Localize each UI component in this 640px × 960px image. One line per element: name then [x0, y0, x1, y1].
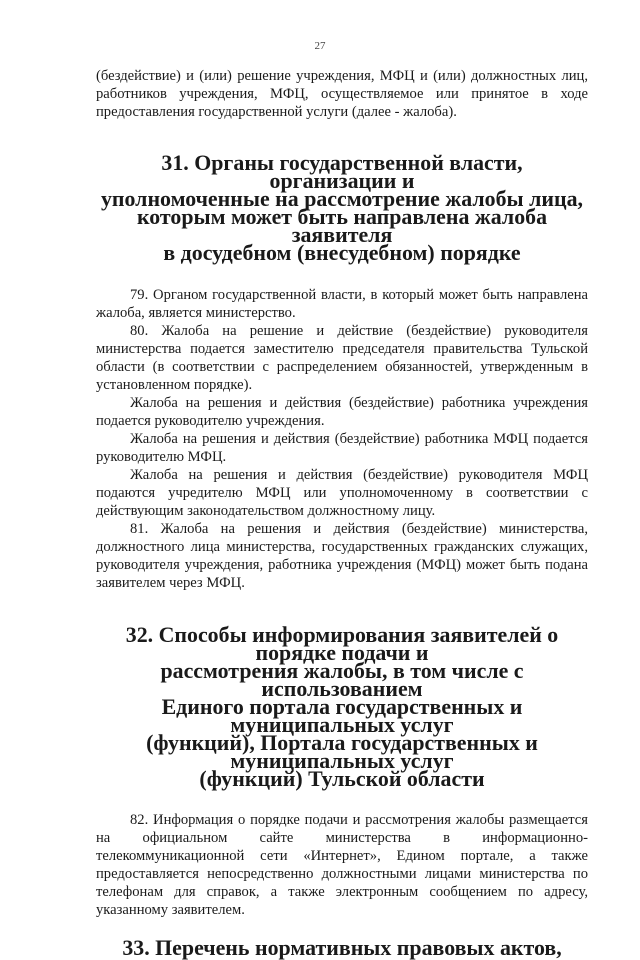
page-number: 27 [314, 40, 326, 52]
intro-paragraph: (бездействие) и (или) решение учреждения, МФЦ и (или) должностных лиц, работников учреждения, МФЦ, осуществляемое или принятое в ходе предоставления государственной услуги (далее - жалоба). [96, 68, 588, 120]
paragraph-80: 80. Жалоба на решение и действие (бездействие) руководителя министерства подается заместителю председателя правительства Тульской области (в соответствии с распределением обязанностей, утвержденным в установленном порядке). [96, 323, 588, 393]
heading-line: в досудебном (внесудебном) порядке [163, 240, 521, 265]
heading-line: (функций) Тульской области [199, 766, 485, 791]
paragraph-79: 79. Органом государственной власти, в который может быть направлена жалоба, является министерство. [96, 287, 588, 321]
paragraph-82: 82. Информация о порядке подачи и рассмотрения жалобы размещается на официальном сайте министерства в информационно-телекоммуникационной сети «Интернет», Едином портале, а также предоставляется непосредственно должностными лицами министерства по телефонам для справок, а также электронным сообщением по адресу, указанному заявителем. [96, 812, 588, 918]
document-body [96, 67, 588, 960]
heading-line: 31. Органы государственной власти, организации и [161, 150, 523, 193]
heading-line: (функций), Портала государственных и муниципальных услуг [146, 730, 538, 773]
paragraph-80-worker: Жалоба на решения и действия (бездействие) работника учреждения подается руководителю учреждения. [96, 395, 588, 429]
heading-line: 32. Способы информирования заявителей о порядке подачи и [125, 622, 559, 665]
paragraph-81: 81. Жалоба на решения и действия (бездействие) министерства, должностного лица министерства, государственных гражданских служащих, руководителя учреждения, работника учреждения (МФЦ) может быть подана заявителем через МФЦ. [96, 521, 588, 591]
heading-line: Единого портала государственных и муниципальных услуг [161, 694, 523, 737]
paragraph-80-mfc-head: Жалоба на решения и действия (бездействие) руководителя МФЦ подаются учредителю МФЦ или уполномоченному в соответствии с действующим законодательством должностному лицу. [96, 467, 588, 519]
section-31-heading [96, 150, 588, 265]
section-33-heading [96, 935, 588, 960]
heading-line: уполномоченные на рассмотрение жалобы лица, [100, 186, 584, 211]
section-32-heading [96, 622, 588, 791]
heading-line: 33. Перечень нормативных правовых актов, [122, 935, 562, 960]
heading-line: рассмотрения жалобы, в том числе с использованием [160, 658, 524, 701]
heading-line: которым может быть направлена жалоба заявителя [136, 204, 548, 247]
paragraph-80-mfc-worker: Жалоба на решения и действия (бездействие) работника МФЦ подается руководителю МФЦ. [96, 431, 588, 465]
